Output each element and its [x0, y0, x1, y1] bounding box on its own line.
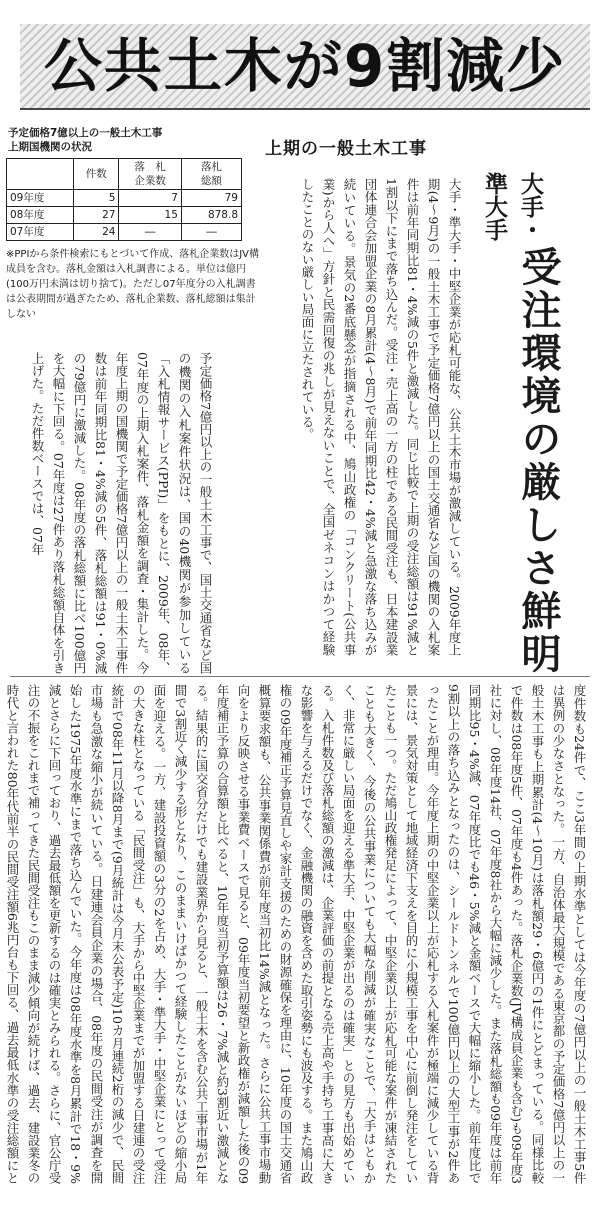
kicker-line: 準大手 — [481, 172, 507, 241]
table-row — [7, 207, 242, 224]
table-row — [7, 224, 242, 241]
table-title-line2: 上期国機関の状況 — [8, 141, 92, 153]
table-header-cell: 落札 総額 — [181, 159, 241, 190]
table-note: ※PPIから条件検索にもとづいて作成、落札企業数はJV構成員を含む。落札金額は入札調書による。単位は億円(100万円未満は切り捨て)。ただし07年度分の入札調書は公表期間が過ぎたため、落札企業数、落札総額は集計しない — [6, 249, 259, 320]
table-cell: 79 — [181, 190, 241, 207]
article-lead: 大手・準大手・中堅企業が応札可能な、公共土木市場が激減している。2009年度上期(4～9月)の一般土木工事で予定価格7億円以上の国土交通省など国の機関の入札案件は前年同期比81・4%減の5件と激減した。同じ比較で上期の受注総額は91%減と1割以下にまで落ち込んだ。受注・売上高の一方の柱である民間受注も、日本建設業団体連合会加盟企業の8月累計(4～8月)で前年同期比42・4%減と急激な落ち込みが続いている。景気の2番底懸念が指摘される中、鳩山政権の「コンクリート(公共事業)から人へ」方針と民需回復の兆しが見えないことで、全国ゼネコンはかつて経験したことのない厳しい局面に立たされている。 — [300, 178, 462, 656]
table-cell: 27 — [74, 207, 119, 224]
table-title-line1: 予定価格7億以上の一般土木工事 — [8, 127, 163, 139]
headline: 公共土木が9割減少 — [43, 32, 567, 100]
table-cell: ― — [181, 224, 241, 241]
table-cell: 878.8 — [181, 207, 241, 224]
table-row — [7, 190, 242, 207]
table-header-row — [7, 159, 242, 190]
subheadline: 上期の一般土木工事 — [265, 139, 427, 159]
headline-banner — [20, 24, 590, 110]
table-cell: 5 — [74, 190, 119, 207]
kicker-line: 大手・ — [517, 172, 543, 241]
article-body-lower: 度件数も24件で、ここ3年間の上期水準としては今年度の7億円以上の一般土木工事5件は異例の少なさとなった。一方、自治体最大規模である東京都の予定価格7億円以上の一般土木工事も上期累計(4～10月)は落札額29・6億円の1件にとどまっている。同様比較で件数は08年度5件、07年度も4件あった。落札企業数(JV構成員企業も含む)も09年度3社に対し、08年度14社、07年度8社から大幅に減少した。また落札総額も09年度は前年同期比95・4%減、07年度比でも46・5%減と金額ベースで大幅に縮小した。前年度比で9割以上の落ち込みとなったのは、シールドトンネルで100億円以上の大型工事が2件あったことが理由。今年度上期の中堅企業以上が応札する入札案件が極端に減少している背景には、景気対策として地域経済下支えを目的に小規模工事を中心に前倒し発注をしていたことも一つ。ただ鳩山政権発足によって、中堅企業以上が応札可能な案件が凍結されたことも大きく、今後の公共事業についても大幅な削減が確実なことで、「大手はともかく、非常に厳しい局面を迎える準大手、中堅企業が出るのは確実」との見方も出始めている。入札件数及び落札総額の激減は、企業評価の前提となる売上高や手持ち工事高に大きな影響を与えるだけでなく、金融機関の融資を含めた取引姿勢にも波及する。また鳩山政権の09年度補正予算見直しや家計支援のための財源確保を理由に、10年度の国土交通省概算要求額も、公共事業関係費が前年度当初比14%減となった。さらに公共工事市場動向をより反映させる事業費ベースで見ると、09年度当初要望と新政権が減額した後の09年度補正予算の合算額と比べると、10年度当初予算額は26・7%減と約3割近い激減となる。結果的に国交省分だけでも建設業界から見ると、一般土木を含む公共工事市場が1年間で3割近く減少する形となり、このままいけばかつて経験したことがないほどの縮小局面を迎える。一方、建設投資額の3分の2を占め、大手・準大手・中堅企業にとって受注の大きな柱となっている「民間受注」も、大手から中堅企業までが加盟する日建連の受注統計で08年11月以降8月まで(9月統計は今月末公表予定)10カ月連続2桁の減少で、民間市場も急激な縮小が続いている。日建連会員企業の場合、08年度の民間受注が調査を開始した1975年度水準にまで落ち込んでいた。今年度は08年度水準を8月累計で18・9%減とさらに下回っており、過去最低額を更新するのは確実とみられる。さらに、官公庁受注の不振をこれまで補ってきた民間受注もこのまま減少傾向が続けば、過去、建設業冬の時代と言われた80年代前半の民間受注額6兆円台も下回る、過去最低水準の受注総額にと — [5, 684, 587, 1184]
tier-divider — [10, 676, 590, 677]
table-cell: 24 — [74, 224, 119, 241]
article-body-upper: 予定価格7億円以上の一般土木工事で、国土交通省など国の機関の入札案件状況は、国の40機関が参加している「入札情報サービス(PPI)」をもとに、2009年、08年、07年度の上期入札案件、落札金額を調査・集計した。今年度上期の国機関で予定価格7億円以上の一般土木工事件数は前年同期比81・4%減の5件、落札総額は91・0%減の79億円に激減した。08年度の落札総額に比べ100億円を大幅に下回る。07年度は27件あり落札総額自体を引き上げた。ただ件数ベースでは、07年 — [30, 352, 213, 674]
table-cell: 15 — [119, 207, 181, 224]
table-header-cell — [7, 159, 74, 190]
main-headline: 受注環境の厳しさ鮮明 — [515, 246, 561, 676]
table-cell: 09年度 — [7, 190, 74, 207]
table-header-cell: 落 札 企業数 — [119, 159, 181, 190]
table-cell: 7 — [119, 190, 181, 207]
table-cell: 07年度 — [7, 224, 74, 241]
table-header-cell: 件数 — [74, 159, 119, 190]
stats-table — [6, 158, 242, 241]
table-cell: 08年度 — [7, 207, 74, 224]
table-cell: ― — [119, 224, 181, 241]
